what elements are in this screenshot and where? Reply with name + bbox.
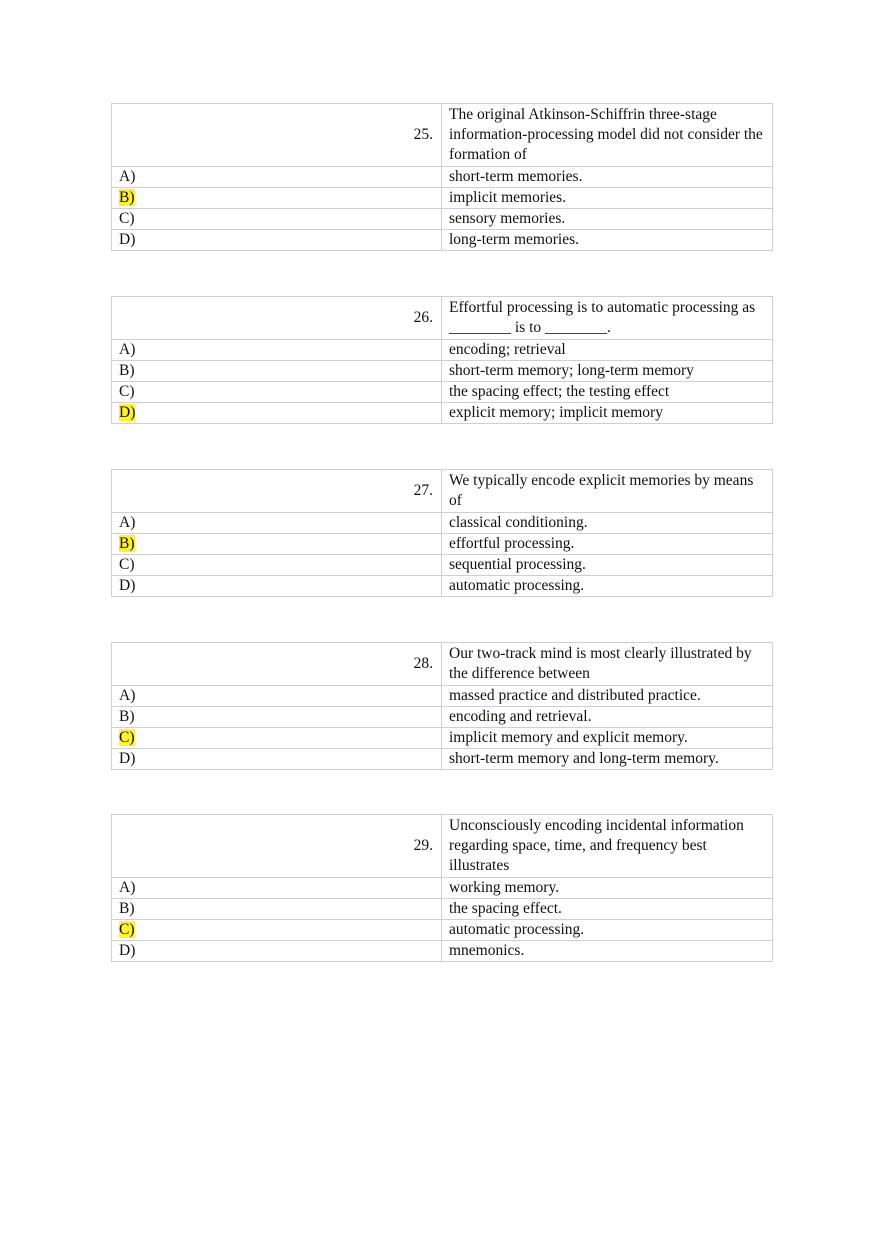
question-header-row [112, 297, 773, 340]
option-row [112, 555, 773, 576]
option-text: encoding; retrieval [449, 341, 566, 358]
question-number: 28. [112, 643, 442, 686]
option-letter: D) [119, 942, 136, 959]
option-row [112, 941, 773, 962]
option-letter: A) [119, 514, 136, 531]
option-text: classical conditioning. [449, 514, 588, 531]
option-row [112, 899, 773, 920]
question-header-row [112, 643, 773, 686]
option-text: explicit memory; implicit memory [449, 404, 663, 421]
option-row-correct [112, 188, 773, 209]
option-letter: D) [119, 577, 136, 594]
question-table-27 [111, 469, 773, 597]
option-letter-highlighted: D) [119, 404, 136, 421]
question-stem: The original Atkinson-Schiffrin three-stage information-processing model did not consider the formation of [442, 104, 773, 167]
option-row [112, 686, 773, 707]
option-row [112, 749, 773, 770]
option-letter: B) [119, 900, 135, 917]
option-text: implicit memory and explicit memory. [449, 729, 688, 746]
question-stem: We typically encode explicit memories by means of [442, 470, 773, 513]
option-row-correct [112, 920, 773, 941]
option-text: sensory memories. [449, 210, 566, 227]
option-letter-highlighted: B) [119, 535, 135, 552]
option-row-correct [112, 728, 773, 749]
option-text: sequential processing. [449, 556, 586, 573]
option-row [112, 209, 773, 230]
option-row [112, 167, 773, 188]
option-row [112, 382, 773, 403]
option-text: encoding and retrieval. [449, 708, 592, 725]
option-letter-highlighted: C) [119, 921, 135, 938]
question-table-26 [111, 296, 773, 424]
option-letter: B) [119, 708, 135, 725]
option-text: short-term memories. [449, 168, 583, 185]
option-text: implicit memories. [449, 189, 567, 206]
question-number: 27. [112, 470, 442, 513]
option-text: working memory. [449, 879, 560, 896]
option-row [112, 878, 773, 899]
question-stem: Unconsciously encoding incidental information regarding space, time, and frequency best illustrates [442, 815, 773, 878]
option-text: automatic processing. [449, 577, 585, 594]
question-number: 29. [112, 815, 442, 878]
option-letter: D) [119, 750, 136, 767]
option-letter: C) [119, 383, 135, 400]
question-table-28 [111, 642, 773, 770]
option-row [112, 513, 773, 534]
option-row [112, 361, 773, 382]
question-table-25 [111, 103, 773, 251]
option-letter: A) [119, 341, 136, 358]
option-text: automatic processing. [449, 921, 585, 938]
option-letter: D) [119, 231, 136, 248]
question-number: 26. [112, 297, 442, 340]
question-header-row [112, 815, 773, 878]
option-letter: A) [119, 687, 136, 704]
option-text: effortful processing. [449, 535, 575, 552]
option-row-correct [112, 534, 773, 555]
question-stem: Effortful processing is to automatic processing as ________ is to ________. [442, 297, 773, 340]
question-number: 25. [112, 104, 442, 167]
option-row [112, 230, 773, 251]
option-text: short-term memory and long-term memory. [449, 750, 719, 767]
question-header-row [112, 470, 773, 513]
option-letter: C) [119, 556, 135, 573]
option-letter: A) [119, 879, 136, 896]
option-text: massed practice and distributed practice. [449, 687, 701, 704]
option-letter: A) [119, 168, 136, 185]
option-letter: C) [119, 210, 135, 227]
question-stem: Our two-track mind is most clearly illustrated by the difference between [442, 643, 773, 686]
question-header-row [112, 104, 773, 167]
option-text: long-term memories. [449, 231, 579, 248]
option-row [112, 340, 773, 361]
question-table-29 [111, 814, 773, 962]
option-text: the spacing effect. [449, 900, 562, 917]
option-letter-highlighted: B) [119, 189, 135, 206]
option-text: short-term memory; long-term memory [449, 362, 694, 379]
option-letter-highlighted: C) [119, 729, 135, 746]
option-text: mnemonics. [449, 942, 525, 959]
option-row-correct [112, 403, 773, 424]
option-row [112, 576, 773, 597]
option-row [112, 707, 773, 728]
option-text: the spacing effect; the testing effect [449, 383, 670, 400]
option-letter: B) [119, 362, 135, 379]
